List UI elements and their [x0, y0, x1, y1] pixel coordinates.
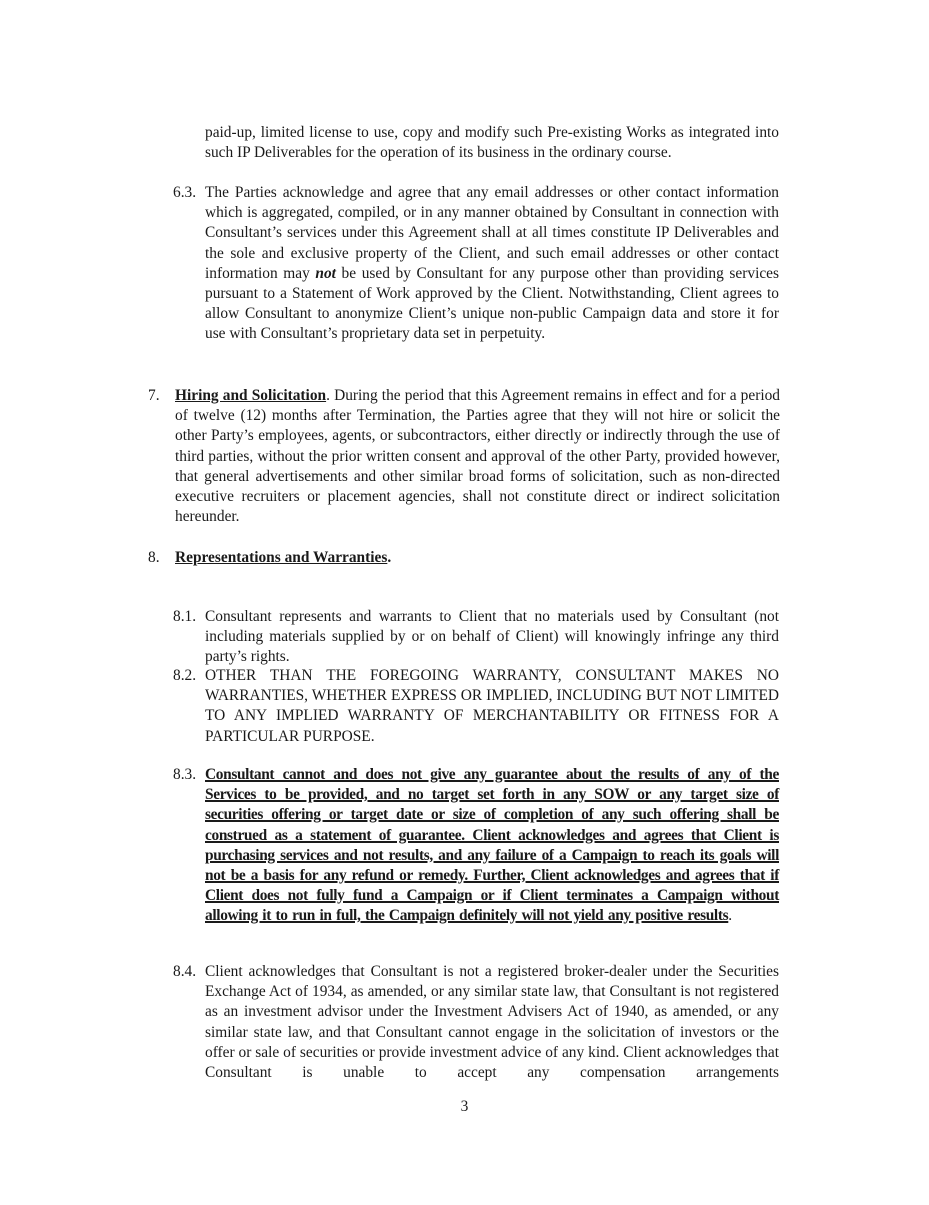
text: . During the period that this Agreement remains in effect and for a period of twelve (12) months after Termination, the Parties agree that they will not hire or solicit the other Party’s employees, agents, or subcontractors, either directly or indirectly through the use of third parties, without the prior written consent and approval of the other Party, provided however, that general advertisements and other similar broad forms of solicitation, such as non-directed executive recruiters or placement agencies, shall not constitute direct or indirect solicitation hereunder.: [175, 387, 780, 526]
section-6-2-continuation: paid-up, limited license to use, copy and modify such Pre-existing Works as integrated into such IP Deliverables for the operation of its business in the ordinary course.: [205, 124, 779, 162]
text: .: [728, 907, 733, 925]
emphasis: not: [315, 264, 336, 282]
section-8-heading: Representations and Warranties: [175, 549, 388, 566]
section-8-3-number: 8.3.: [173, 766, 197, 783]
text: The Parties acknowledge and agree that any email addresses or other contact information which is aggregated, compiled, or in any manner obtained by Consultant in connection with Consultant’s services under this Agreement shall at all times constitute IP Deliverables and the sole and exclusive property of the Client, and such email addresses or other contact information may: [205, 184, 779, 282]
section-7-text: [175, 386, 780, 527]
section-8-2-number: 8.2.: [173, 667, 197, 684]
section-6-3-text: [205, 183, 779, 345]
section-7-number: 7.: [148, 387, 160, 404]
section-7-heading: Hiring and Solicitation: [175, 387, 327, 404]
section-8-4-text: Client acknowledges that Consultant is not a registered broker-dealer under the Securities Exchange Act of 1934, as amended, or any similar state law, that Consultant is not registered as an investment advisor under the Investment Advisers Act of 1940, as amended, or any similar state law, and that Consultant cannot engage in the solicitation of investors or the offer or sale of securities or provide investment advice of any kind. Client acknowledges that Consultant is unable to accept any compensation arrangements: [205, 963, 779, 1082]
section-8-heading-line: [175, 548, 780, 568]
text: Consultant cannot and does not give any guarantee about the results of any of the Services to be provided, and no target set forth in any SOW or any target size of securities offering or target date or size of completion of any such offering shall be construed as a statement of guarantee. Client acknowledges and agrees that Client is purchasing services and not results, and any failure of a Campaign to reach its goals will not be a basis for any refund or remedy. Further, Client acknowledges and agrees that if Client does not fully fund a Campaign or if Client terminates a Campaign without allowing it to run in full, the Campaign definitely will not yield any positive results: [205, 766, 779, 925]
section-8-1-text: Consultant represents and warrants to Client that no materials used by Consultant (not including materials supplied by or on behalf of Client) will knowingly infringe any third party’s rights.: [205, 608, 779, 666]
page-number: 3: [460, 1098, 469, 1115]
section-6-3-number: 6.3.: [173, 184, 197, 201]
text: .: [387, 549, 392, 566]
section-8-number: 8.: [148, 549, 160, 566]
section-8-4-number: 8.4.: [173, 963, 197, 980]
section-8-1-number: 8.1.: [173, 608, 197, 625]
section-8-3-text: [205, 765, 779, 927]
text: be used by Consultant for any purpose other than providing services pursuant to a Statement of Work approved by the Client. Notwithstanding, Client agrees to allow Consultant to anonymize Client’s unique non-public Campaign data and store it for use with Consultant’s proprietary data set in perpetuity.: [205, 264, 779, 343]
section-8-2-text: OTHER THAN THE FOREGOING WARRANTY, CONSULTANT MAKES NO WARRANTIES, WHETHER EXPRESS OR IMPLIED, INCLUDING BUT NOT LIMITED TO ANY IMPLIED WARRANTY OF MERCHANTABILITY OR FITNESS FOR A PARTICULAR PURPOSE.: [205, 667, 779, 745]
